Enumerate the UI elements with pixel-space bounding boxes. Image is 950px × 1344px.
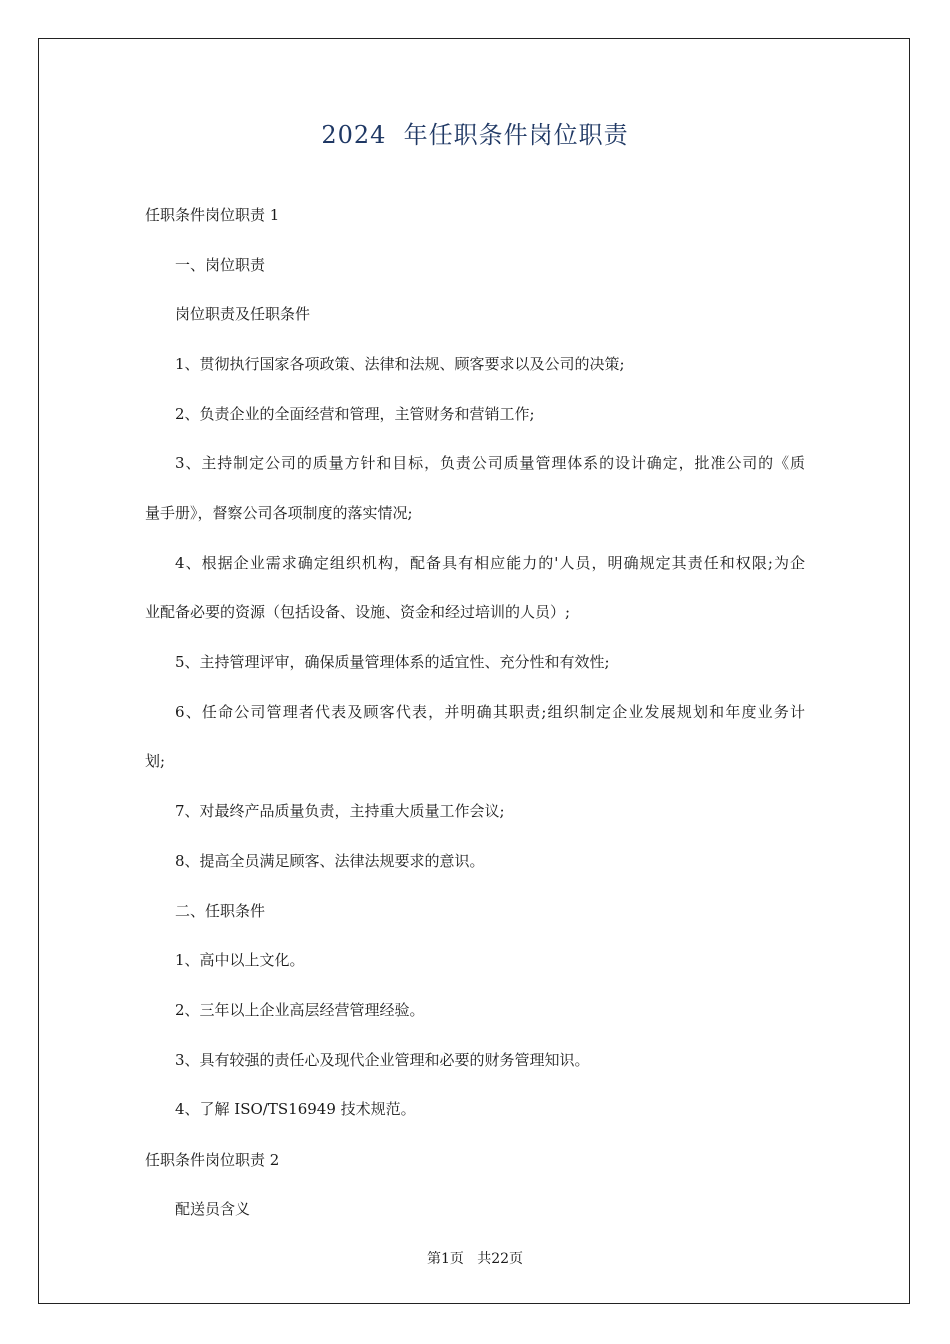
section-heading: 任职条件岗位职责 2 <box>145 1151 280 1169</box>
list-item-continuation: 业配备必要的资源（包括设备、设施、资金和经过培训的人员）; <box>145 603 571 621</box>
list-item: 3、主持制定公司的质量方针和目标，负责公司质量管理体系的设计确定，批准公司的《质 <box>175 454 805 472</box>
list-item: 8、提高全员满足顾客、法律法规要求的意识。 <box>175 852 485 870</box>
list-item: 2、三年以上企业高层经营管理经验。 <box>175 1001 425 1019</box>
list-item: 6、任命公司管理者代表及顾客代表，并明确其职责;组织制定企业发展规划和年度业务计 <box>175 703 805 721</box>
document-title: 2024 年任职条件岗位职责 <box>321 121 629 149</box>
subsection-heading: 二、任职条件 <box>175 902 266 920</box>
list-item: 4、了解 ISO/TS16949 技术规范。 <box>175 1100 416 1118</box>
list-item-continuation: 量手册》，督察公司各项制度的落实情况; <box>145 504 413 522</box>
list-item: 1、贯彻执行国家各项政策、法律和法规、顾客要求以及公司的决策; <box>175 355 625 373</box>
subsection-heading: 配送员含义 <box>175 1200 251 1218</box>
list-item: 5、主持管理评审，确保质量管理体系的适宜性、充分性和有效性; <box>175 653 610 671</box>
subsection-heading: 一、岗位职责 <box>175 256 266 274</box>
list-item: 3、具有较强的责任心及现代企业管理和必要的财务管理知识。 <box>175 1051 590 1069</box>
list-item: 4、根据企业需求确定组织机构，配备具有相应能力的'人员，明确规定其责任和权限;为企 <box>175 554 805 572</box>
list-item: 7、对最终产品质量负责，主持重大质量工作会议; <box>175 802 505 820</box>
paragraph: 岗位职责及任职条件 <box>175 305 311 323</box>
list-item: 1、高中以上文化。 <box>175 951 305 969</box>
list-item-continuation: 划; <box>145 752 166 770</box>
section-heading: 任职条件岗位职责 1 <box>145 206 280 224</box>
page-footer: 第1页 共22页 <box>426 1251 524 1267</box>
list-item: 2、负责企业的全面经营和管理，主管财务和营销工作; <box>175 405 535 423</box>
